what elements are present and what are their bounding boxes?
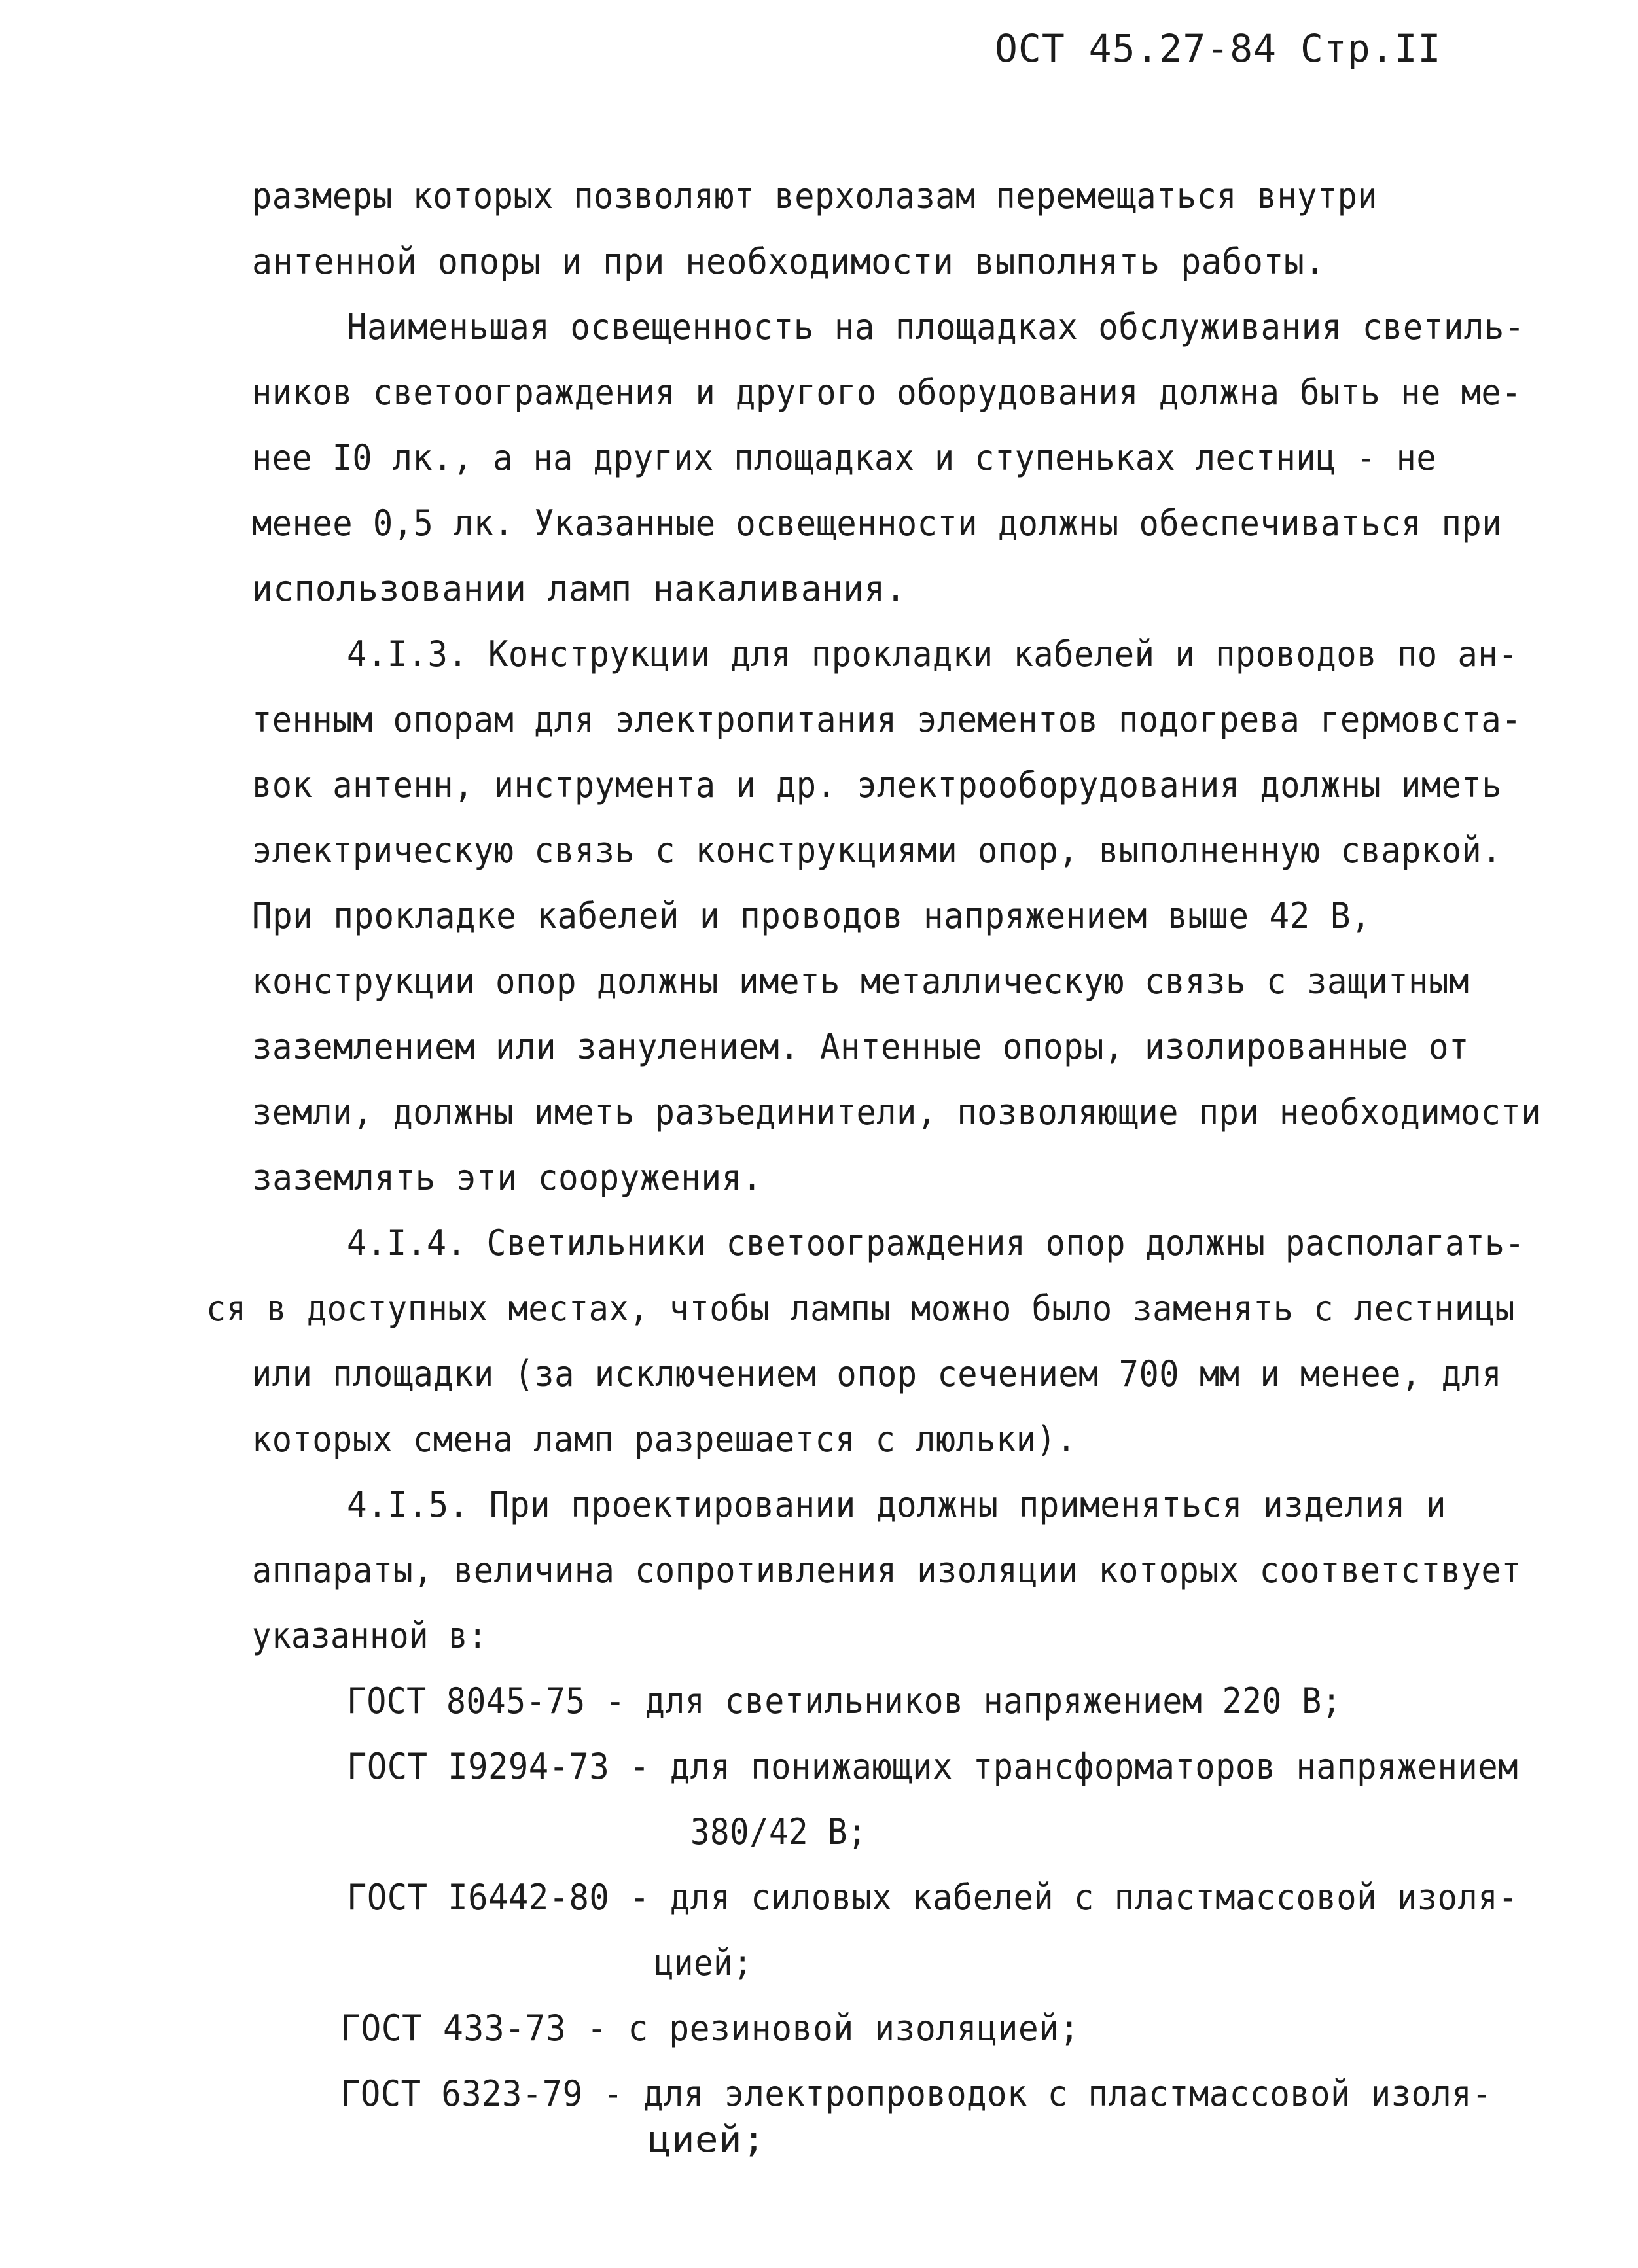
text-line: земли, должны иметь разъединители, позволяющие при необходимости <box>252 1091 1541 1133</box>
text-line: которых смена ламп разрешается с люльки). <box>252 1419 1077 1460</box>
text-line: ГОСТ 433-73 - с резиновой изоляцией; <box>340 2008 1080 2049</box>
text-line: заземлять эти сооружения. <box>252 1157 762 1198</box>
text-line: антенной опоры и при необходимости выполнять работы. <box>252 241 1325 282</box>
text-line: 4.I.5. При проектировании должны применяться изделия и <box>347 1484 1446 1525</box>
text-line: нее I0 лк., а на других площадках и ступеньках лестниц - не <box>252 437 1436 478</box>
text-line: ников светоограждения и другого оборудования должна быть не ме- <box>252 372 1522 413</box>
text-line: ГОСТ 6323-79 - для электропроводок с пластмассовой изоля- <box>340 2073 1492 2114</box>
text-line: размеры которых позволяют верхолазам перемещаться внутри <box>252 175 1378 217</box>
text-line: ГОСТ 8045-75 - для светильников напряжением 220 В; <box>347 1680 1342 1722</box>
text-line: 4.I.3. Конструкции для прокладки кабелей и проводов по ан- <box>347 633 1518 675</box>
text-line: указанной в: <box>252 1615 488 1656</box>
text-line: вок антенн, инструмента и др. электрооборудования должны иметь <box>252 764 1502 806</box>
text-line: заземлением или занулением. Антенные опоры, изолированные от <box>252 1026 1469 1067</box>
text-line: использовании ламп накаливания. <box>252 568 906 609</box>
text-line: цией; <box>654 1942 753 1983</box>
text-line: Наименьшая освещенность на площадках обслуживания светиль- <box>347 306 1525 347</box>
text-line: менее 0,5 лк. Указанные освещенности должны обеспечиваться при <box>252 503 1502 544</box>
text-line: ся в доступных местах, чтобы лампы можно было заменять с лестницы <box>206 1288 1515 1329</box>
text-line: конструкции опор должны иметь металлическую связь с защитным <box>252 961 1469 1002</box>
text-line: 380/42 В; <box>690 1811 867 1852</box>
text-line: цией; <box>648 2119 766 2160</box>
text-line: 4.I.4. Светильники светоограждения опор должны располагать- <box>347 1222 1525 1264</box>
text-line: электрическую связь с конструкциями опор, выполненную сваркой. <box>252 830 1502 871</box>
text-line: тенным опорам для электропитания элементов подогрева гермовста- <box>252 699 1522 740</box>
page-header: ОСТ 45.27-84 Стр.II <box>995 26 1442 71</box>
text-line: ГОСТ I9294-73 - для понижающих трансформаторов напряжением <box>347 1746 1518 1787</box>
text-line: При прокладке кабелей и проводов напряжением выше 42 В, <box>252 895 1371 936</box>
text-line: ГОСТ I6442-80 - для силовых кабелей с пластмассовой изоля- <box>347 1877 1518 1918</box>
text-line: или площадки (за исключением опор сечением 700 мм и менее, для <box>252 1353 1502 1394</box>
text-line: аппараты, величина сопротивления изоляции которых соответствует <box>252 1550 1522 1591</box>
